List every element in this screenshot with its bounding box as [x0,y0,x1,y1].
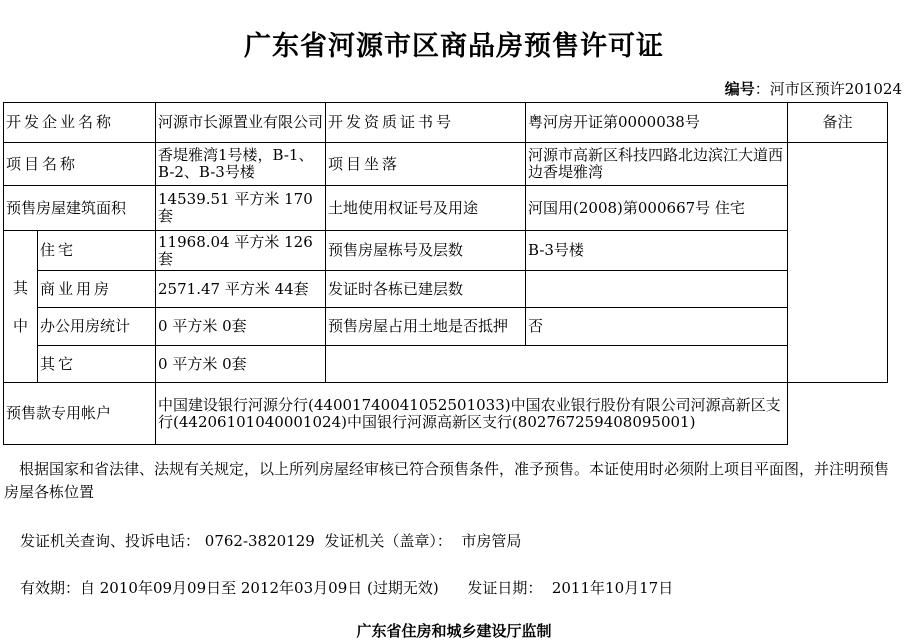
building-no-label: 预售房屋栋号及层数 [326,231,526,271]
project-name-value: 香堤雅湾1号楼，B-1、B-2、B-3号楼 [156,143,326,186]
land-cert-label: 土地使用权证号及用途 [326,186,526,231]
qualification-value: 粤河房开证第0000038号 [526,103,788,143]
presale-area-value: 14539.51 平方米 170 套 [156,186,326,231]
office-label: 办公用房统计 [38,308,156,346]
commercial-label: 商业用房 [38,271,156,308]
residential-label: 住宅 [38,231,156,271]
account-label: 预售款专用帐户 [4,383,156,445]
residential-value: 11968.04 平方米 126 套 [156,231,326,271]
approval-statement: 根据国家和省法律、法规有关规定，以上所列房屋经审核已符合预售条件，准予预售。本证使用时必须附上项目平面图，并注明预售房屋各栋位置 [4,460,890,501]
of-which-char-1: 其 [12,278,28,297]
office-value: 0 平方米 0套 [156,308,326,346]
presale-area-label: 预售房屋建筑面积 [4,186,156,231]
of-which-label [4,231,38,383]
other-label: 其它 [38,346,156,383]
land-cert-value: 河国用(2008)第000667号 住宅 [526,186,788,231]
account-value: 中国建设银行河源分行(44001740041052501033)中国农业银行股份有限公司河源高新区支行(44206101040001024)中国银行河源高新区支行(802767259408095001) [156,383,788,445]
project-location-value: 河源市高新区科技四路北边滨江大道西边香堤雅湾 [526,143,788,186]
supervisor-footer: 广东省住房和城乡建设厅监制 [356,622,552,640]
qualification-label: 开发资质证书号 [326,103,526,143]
other-empty-cell [326,346,788,383]
serial-label: 编号 [724,80,755,98]
commercial-value: 2571.47 平方米 44套 [156,271,326,308]
dev-company-label: 开发企业名称 [4,103,156,143]
other-value: 0 平方米 0套 [156,346,326,383]
permit-table [3,102,888,445]
remarks-cell [788,143,888,383]
validity-line: 有效期：自 2010年09月09日至 2012年03月09日 (过期无效) 发证日期： 2011年10月17日 [20,579,674,597]
serial-number [725,78,902,99]
dev-company-value: 河源市长源置业有限公司 [156,103,326,143]
remarks-label: 备注 [788,103,888,143]
contact-line: 发证机关查询、投诉电话： 0762-3820129 发证机关（盖章）： 市房管局 [20,532,522,550]
project-name-label: 项目名称 [4,143,156,186]
certificate-title: 广东省河源市区商品房预售许可证 [244,31,664,62]
project-location-label: 项目坐落 [326,143,526,186]
serial-value: ：河市区预许201024 [754,80,902,98]
land-mortgage-value: 否 [526,308,788,346]
account-blank [788,383,888,445]
land-mortgage-label: 预售房屋占用土地是否抵押 [326,308,526,346]
floors-built-value [526,271,788,308]
floors-built-label: 发证时各栋已建层数 [326,271,526,308]
building-no-value: B-3号楼 [526,231,788,271]
of-which-char-2: 中 [12,316,28,335]
